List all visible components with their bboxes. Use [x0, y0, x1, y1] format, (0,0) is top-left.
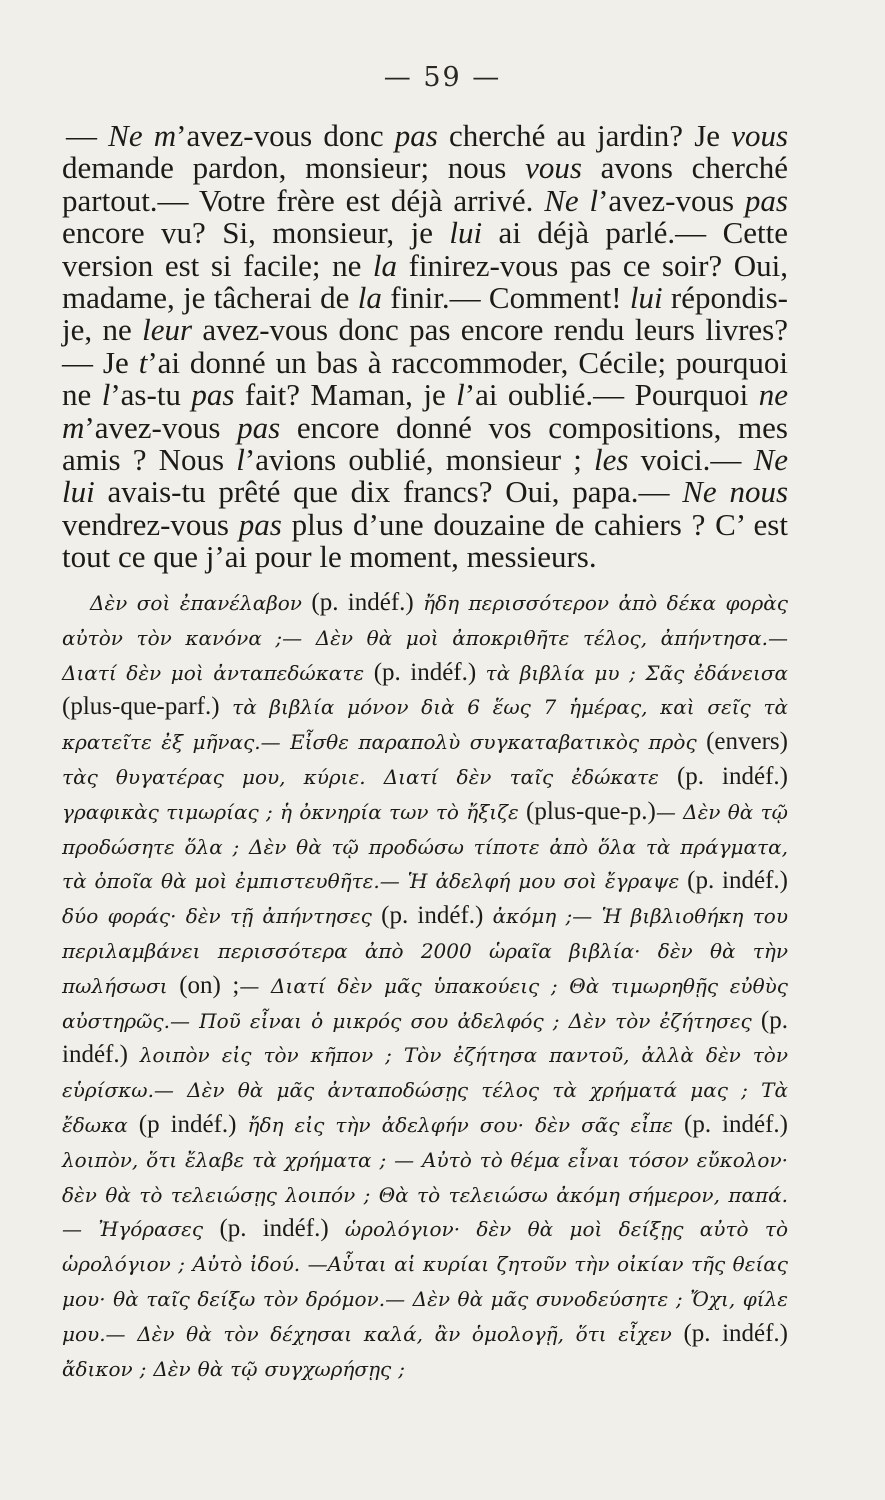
- french-italic-segment: la: [372, 247, 398, 283]
- french-text-segment: ’as-tu: [110, 377, 192, 413]
- greek-text-segment: ἤδη εἰς τὴν ἀδελφήν σου· δὲν σᾶς εἶπε: [247, 1112, 685, 1137]
- french-text-segment: ai déjà parlé.— Cette version est si facile; ne: [62, 215, 788, 283]
- page-number: — 59 —: [383, 62, 502, 93]
- french-italic-segment: ne m: [62, 377, 789, 445]
- grammar-note: (p indéf.): [138, 1110, 248, 1138]
- french-italic-segment: lui: [629, 280, 663, 316]
- grammar-note: (p. indéf.): [219, 1215, 345, 1243]
- french-italic-segment: l: [456, 377, 465, 413]
- greek-text-segment: ἀκόμη ;— Ἡ βιβλιοθήκη του περιλαμβάνει περισσότερα ἀπὸ 2000 ὡραῖα βιβλία· δὲν θὰ τὴν πωλήσωσι: [62, 904, 789, 998]
- grammar-note: (plus-que-parf.): [62, 693, 233, 721]
- french-exercise-text: [62, 120, 788, 574]
- french-italic-segment: pas: [744, 182, 788, 218]
- greek-text-segment: δύο φοράς· δὲν τῇ ἀπήντησες: [62, 904, 382, 929]
- greek-text-segment: ἤδη περισσότερον ἀπὸ δέκα φορὰς αὐτὸν τὸν κανόνα ;— Δὲν θὰ μοὶ ἀποκριθῆτε τέλος, ἀπήντησα.— Διατί δὲν μοὶ ἀνταπεδώκατε: [62, 591, 788, 685]
- french-text-segment: demande pardon, monsieur; nous: [62, 150, 526, 186]
- french-text-segment: cherché au jardin? Je: [437, 118, 732, 153]
- grammar-note: (p. indéf.): [373, 658, 486, 686]
- grammar-note: (p. indéf.): [381, 902, 493, 930]
- grammar-note: (p. indéf.): [687, 867, 789, 895]
- grammar-note: (p. indéf.): [683, 1319, 789, 1347]
- french-text-segment: avons cherché partout.— Votre frère est déjà arrivé.: [62, 150, 788, 218]
- french-italic-segment: l: [236, 442, 245, 478]
- french-italic-segment: Ne nous: [682, 474, 789, 510]
- french-italic-segment: les: [594, 442, 629, 478]
- greek-text-segment: Δὲν σοὶ ἐπανέλαβον: [90, 591, 312, 615]
- french-text-segment: répondis-je, ne: [62, 280, 788, 348]
- french-text-segment: voici.—: [628, 442, 754, 478]
- french-text-segment: ’avions oublié, monsieur ;: [244, 442, 595, 478]
- french-text-segment: vendrez-vous: [62, 506, 239, 542]
- greek-exercise-text: [62, 586, 788, 1386]
- french-italic-segment: pas: [394, 118, 438, 153]
- french-text-segment: ’ai donné un bas à raccommoder, Cécile; pourquoi ne: [62, 344, 788, 413]
- french-italic-segment: la: [357, 280, 382, 316]
- grammar-note: (p. indéf.): [676, 762, 788, 790]
- french-italic-segment: Ne l: [544, 182, 599, 218]
- french-text-segment: ’ai oublié.— Pourquoi: [464, 377, 759, 413]
- french-text-segment: fait? Maman, je: [234, 377, 457, 413]
- grammar-note: (p. indéf.): [62, 1006, 788, 1069]
- french-italic-segment: vous: [731, 118, 789, 153]
- french-italic-segment: t: [138, 344, 148, 380]
- french-italic-segment: pas: [238, 506, 282, 542]
- french-italic-segment: Ne m: [108, 118, 177, 153]
- french-italic-segment: lui: [449, 215, 483, 251]
- french-text-segment: avais-tu prêté que dix francs? Oui, papa.—: [94, 474, 683, 510]
- grammar-note: (p. indéf.): [311, 589, 424, 616]
- french-italic-segment: vous: [525, 150, 582, 186]
- french-italic-segment: pas: [191, 377, 235, 413]
- greek-text-segment: λοιπὸν, ὅτι ἔλαβε τὰ χρήματα ; — Αὐτὸ τὸ θέμα εἶναι τόσον εὔκολον· δὲν θὰ τὸ τελειώσῃς λοιπόν ; Θὰ τὸ τελειώσω ἀκόμη σήμερον, παπά.— Ἠγόρασες: [62, 1147, 788, 1242]
- greek-text-segment: γραφικὰς τιμωρίας ; ἡ ὀκνηρία των τὸ ἤξιζε: [62, 799, 526, 824]
- french-text-segment: avez-vous donc pas encore rendu leurs livres?— Je: [62, 312, 788, 380]
- french-text-segment: ’avez-vous donc: [176, 118, 395, 153]
- grammar-note: (envers): [706, 728, 788, 756]
- french-text-segment: plus d’une douzaine de cahiers ? C’ est tout ce que j’ai pour le moment, messieurs.: [62, 506, 788, 575]
- greek-text-segment: τὰ βιβλία μόνον διὰ 6 ἕως 7 ἡμέρας, καὶ σεῖς τὰ κρατεῖτε ἐξ μῆνας.— Εἶσθε παραπολὺ συγκαταβατικὸς πρὸς: [62, 695, 789, 755]
- french-text-segment: finirez-vous pas ce soir? Oui, madame, je tâcherai de: [62, 247, 788, 316]
- french-text-segment: —: [66, 118, 109, 153]
- french-italic-segment: leur: [142, 312, 193, 348]
- greek-text-segment: λοιπὸν εἰς τὸν κῆπον ; Τὸν ἐζήτησα παντοῦ, ἀλλὰ δὲν τὸν εὑρίσκω.— Δὲν θὰ μᾶς ἀνταποδώσῃς τέλος τὰ χρήματά μας ; Τὰ ἔδωκα: [62, 1043, 788, 1137]
- french-text-segment: encore vu? Si, monsieur, je: [62, 215, 450, 251]
- french-text-segment: ’avez-vous: [598, 182, 745, 218]
- french-text-segment: finir.— Comment!: [381, 280, 630, 316]
- grammar-note: (on) ;: [179, 971, 240, 999]
- french-italic-segment: pas: [237, 409, 281, 445]
- greek-text-segment: ὡρολόγιον· δὲν θὰ μοὶ δείξῃς αὐτὸ τὸ ὡρολόγιον ; Αὐτὸ ἰδού. —Αὗται αἱ κυρίαι ζητοῦν τὴν οἰκίαν τῆς θείας μου· θὰ ταῖς δείξω τὸν δρόμον.— Δὲν θὰ μᾶς συνοδεύσητε ; Ὄχι, φίλε μου.— Δὲν θὰ τὸν δέχησαι καλά, ἂν ὁμολογῇ, ὅτι εἶχεν: [62, 1217, 788, 1346]
- greek-text-segment: — Διατί δὲν μᾶς ὑπακούεις ; Θὰ τιμωρηθῇς εὐθὺς αὐστηρῶς.— Ποῦ εἶναι ὁ μικρός σου ἀδελφός ; Δὲν τὸν ἐζήτησες: [62, 973, 788, 1033]
- greek-text-segment: τὰ βιβλία μυ ; Σᾶς ἐδάνεισα: [485, 660, 789, 685]
- french-text-segment: encore donné vos compositions, mes amis ? Nous: [62, 409, 788, 478]
- greek-text-segment: τὰς θυγατέρας μου, κύριε. Διατί δὲν ταῖς ἐδώκατε: [62, 764, 677, 789]
- greek-text-segment: ἄδικον ; Δὲν θὰ τῷ συγχωρήσῃς ;: [62, 1356, 405, 1381]
- french-italic-segment: Ne lui: [62, 442, 788, 510]
- greek-text-segment: — Δὲν θὰ τῷ προδώσητε ὅλα ; Δὲν θὰ τῷ προδώσω τίποτε ἀπὸ ὅλα τὰ πράγματα, τὰ ὁποῖα θὰ μοὶ ἐμπιστευθῆτε.— Ἡ ἀδελφή μου σοὶ ἔγραψε: [62, 799, 788, 894]
- grammar-note: (p. indéf.): [684, 1110, 789, 1138]
- french-italic-segment: l: [101, 377, 111, 413]
- grammar-note: (plus-que-p.): [526, 797, 656, 825]
- french-text-segment: ’avez-vous: [84, 409, 238, 445]
